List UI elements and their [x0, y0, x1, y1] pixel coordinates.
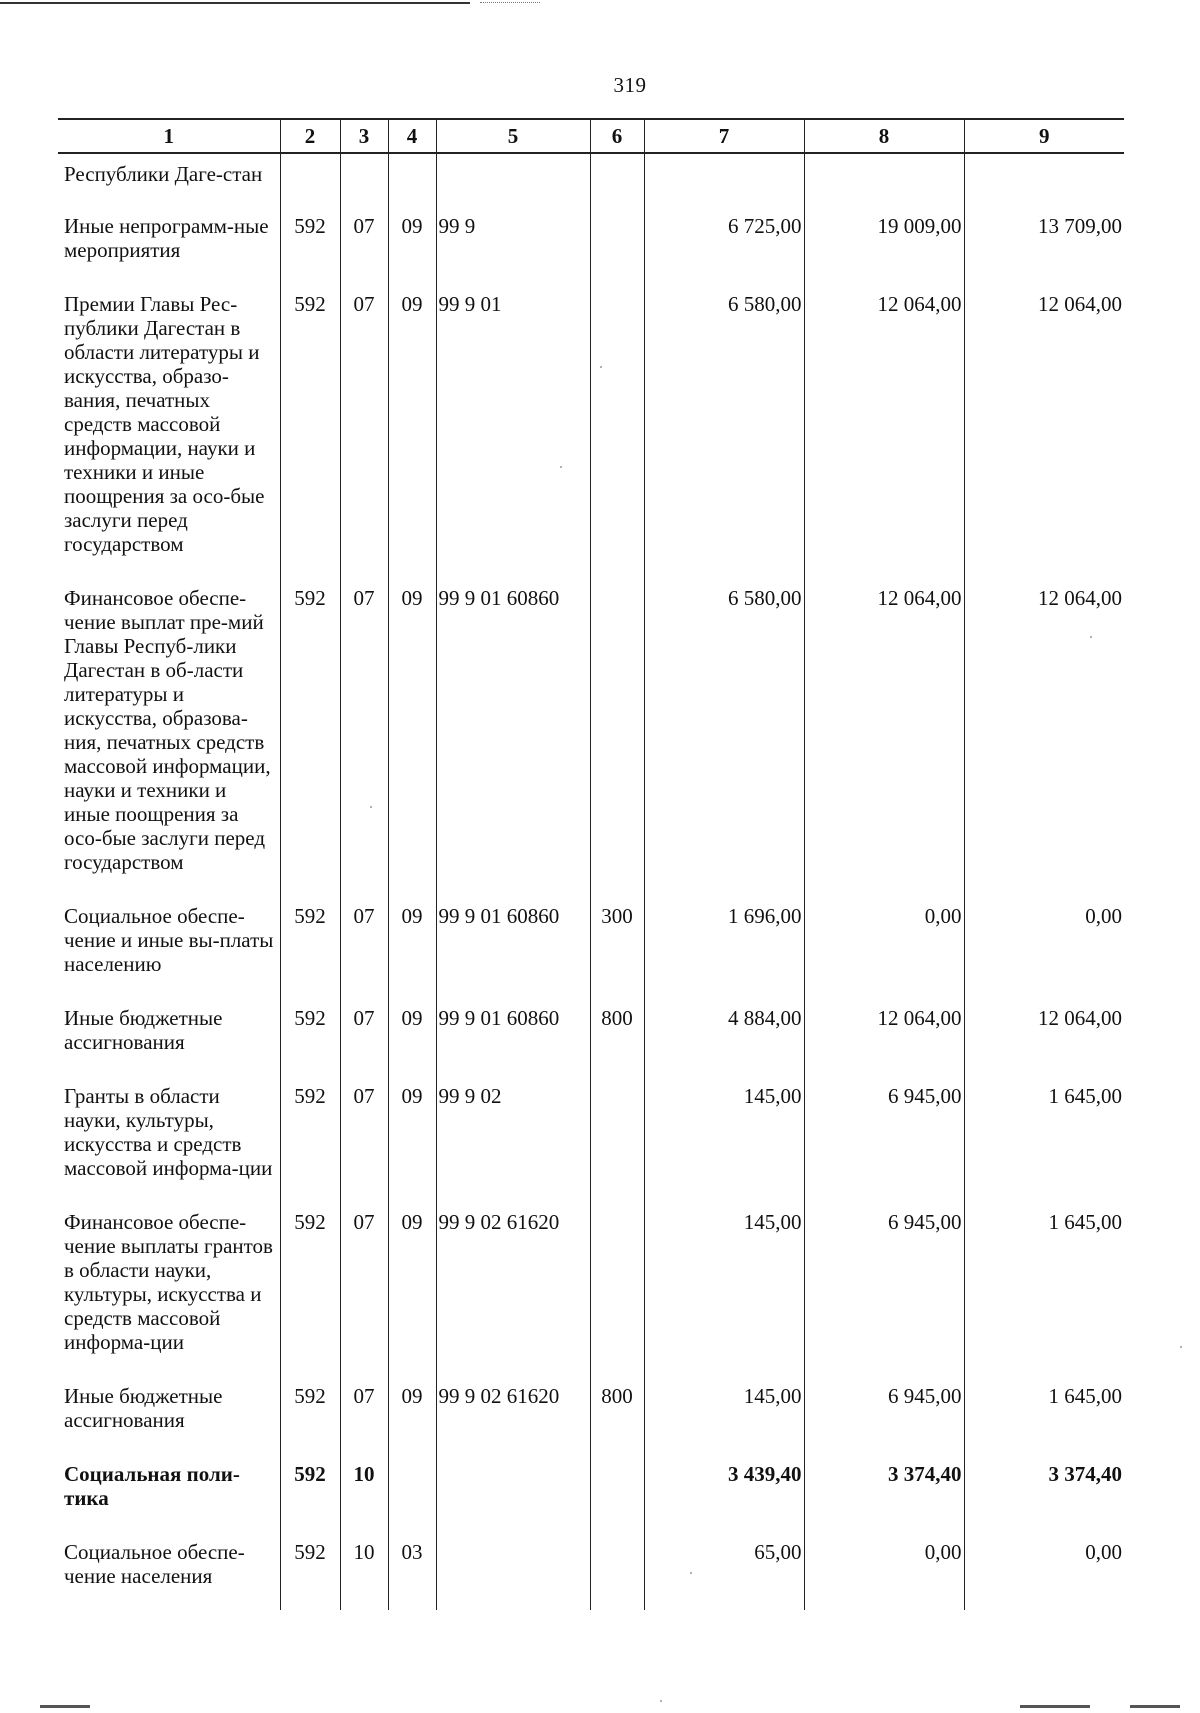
column-header-2: 2: [280, 119, 340, 153]
cell-section: 07: [340, 206, 388, 284]
cell-expense-type: [590, 1532, 644, 1610]
cell-admin-code: [280, 153, 340, 206]
scan-speck: [600, 366, 602, 368]
cell-admin-code: 592: [280, 1454, 340, 1532]
cell-amount-col8: 6 945,00: [804, 1076, 964, 1202]
table-row: [58, 998, 1124, 1076]
cell-section: 07: [340, 998, 388, 1076]
cell-section: 07: [340, 284, 388, 578]
cell-amount-col9: 12 064,00: [964, 998, 1124, 1076]
row-name: Иные непрограмм-ные мероприятия: [64, 214, 269, 262]
column-header-4: 4: [388, 119, 436, 153]
table-header-row: [58, 119, 1124, 153]
cell-subsection: 09: [388, 1376, 436, 1454]
row-name: Финансовое обеспе-чение выплат пре-мий Главы Респуб-лики Дагестан в об-ласти литературы и искусства, образова-ния, печатных средств массовой информации, науки и техники и иные поощрения за осо-бые заслуги перед государством: [64, 586, 271, 874]
cell-section: 07: [340, 1376, 388, 1454]
table-row: [58, 206, 1124, 284]
cell-amount-col9: [964, 153, 1124, 206]
cell-subsection: 09: [388, 1076, 436, 1202]
cell-target-article: [436, 1532, 590, 1610]
cell-section: 07: [340, 1076, 388, 1202]
cell-expense-type: [590, 153, 644, 206]
cell-amount-col7: 65,00: [644, 1532, 804, 1610]
cell-section: 07: [340, 896, 388, 998]
row-name: Иные бюджетные ассигнования: [64, 1006, 223, 1054]
row-name: Премии Главы Рес-публики Дагестан в области литературы и искусства, образо-вания, печатных средств массовой информации, науки и техники и иные поощрения за осо-бые заслуги перед государством: [64, 292, 265, 556]
cell-admin-code: 592: [280, 896, 340, 998]
cell-amount-col7: 145,00: [644, 1202, 804, 1376]
cell-amount-col8: [804, 153, 964, 206]
cell-target-article: 99 9 01 60860: [436, 896, 590, 998]
cell-amount-col7: 6 580,00: [644, 578, 804, 896]
page-number: 319: [613, 73, 647, 97]
cell-amount-col8: 6 945,00: [804, 1202, 964, 1376]
cell-subsection: 03: [388, 1532, 436, 1610]
scan-edge-mark: [1130, 1705, 1180, 1708]
table-row: [58, 1076, 1124, 1202]
cell-admin-code: 592: [280, 1202, 340, 1376]
table-row: [58, 1202, 1124, 1376]
row-name: Республики Даге-стан: [64, 162, 263, 186]
cell-amount-col8: 3 374,40: [804, 1454, 964, 1532]
row-name: Гранты в области науки, культуры, искусства и средств массовой информа-ции: [64, 1084, 273, 1180]
row-name: Финансовое обеспе-чение выплаты грантов в области науки, культуры, искусства и средств массовой информа-ции: [64, 1210, 273, 1354]
row-name: Социальная поли-тика: [64, 1462, 240, 1510]
cell-amount-col9: 12 064,00: [964, 578, 1124, 896]
cell-expense-type: 800: [590, 1376, 644, 1454]
column-header-7: 7: [644, 119, 804, 153]
cell-amount-col8: 19 009,00: [804, 206, 964, 284]
scan-edge-mark: [1020, 1705, 1090, 1708]
cell-amount-col8: 12 064,00: [804, 578, 964, 896]
cell-admin-code: 592: [280, 206, 340, 284]
cell-target-article: 99 9 01 60860: [436, 578, 590, 896]
cell-target-article: 99 9 01: [436, 284, 590, 578]
cell-expense-type: 800: [590, 998, 644, 1076]
cell-amount-col8: 12 064,00: [804, 284, 964, 578]
cell-amount-col7: 6 580,00: [644, 284, 804, 578]
cell-target-article: [436, 153, 590, 206]
cell-expense-type: [590, 578, 644, 896]
cell-admin-code: 592: [280, 1376, 340, 1454]
cell-section: 07: [340, 1202, 388, 1376]
cell-target-article: 99 9 02 61620: [436, 1376, 590, 1454]
cell-amount-col9: 1 645,00: [964, 1076, 1124, 1202]
cell-amount-col9: 0,00: [964, 1532, 1124, 1610]
cell-subsection: 09: [388, 206, 436, 284]
cell-section: 10: [340, 1532, 388, 1610]
table-row: [58, 153, 1124, 206]
cell-expense-type: [590, 284, 644, 578]
cell-section: [340, 153, 388, 206]
cell-section: 07: [340, 578, 388, 896]
cell-expense-type: 300: [590, 896, 644, 998]
cell-target-article: [436, 1454, 590, 1532]
cell-amount-col9: 1 645,00: [964, 1202, 1124, 1376]
cell-amount-col9: 13 709,00: [964, 206, 1124, 284]
row-name: Социальное обеспе-чение населения: [64, 1540, 245, 1588]
table-row-section-total: [58, 1454, 1124, 1532]
column-header-3: 3: [340, 119, 388, 153]
bottom-scan-edge: [20, 1700, 1180, 1713]
cell-amount-col8: 12 064,00: [804, 998, 964, 1076]
cell-expense-type: [590, 1454, 644, 1532]
cell-amount-col9: 3 374,40: [964, 1454, 1124, 1532]
cell-amount-col7: 1 696,00: [644, 896, 804, 998]
scan-speck: [1180, 1346, 1182, 1348]
column-header-8: 8: [804, 119, 964, 153]
cell-admin-code: 592: [280, 578, 340, 896]
cell-subsection: 09: [388, 1202, 436, 1376]
table-row: [58, 896, 1124, 998]
row-name: Иные бюджетные ассигнования: [64, 1384, 223, 1432]
cell-target-article: 99 9: [436, 206, 590, 284]
column-header-1: 1: [58, 119, 280, 153]
top-scan-rule: [0, 2, 470, 4]
scan-speck: [1090, 636, 1092, 638]
scan-edge-mark: [40, 1705, 90, 1708]
cell-amount-col7: 3 439,40: [644, 1454, 804, 1532]
top-scan-rule-dotted: [480, 2, 540, 3]
cell-target-article: 99 9 01 60860: [436, 998, 590, 1076]
cell-admin-code: 592: [280, 998, 340, 1076]
scan-speck: [370, 806, 372, 808]
cell-amount-col9: 0,00: [964, 896, 1124, 998]
table-row: [58, 1532, 1124, 1610]
cell-admin-code: 592: [280, 1532, 340, 1610]
cell-admin-code: 592: [280, 284, 340, 578]
cell-amount-col7: [644, 153, 804, 206]
cell-amount-col9: 1 645,00: [964, 1376, 1124, 1454]
cell-section: 10: [340, 1454, 388, 1532]
cell-amount-col8: 0,00: [804, 1532, 964, 1610]
cell-target-article: 99 9 02: [436, 1076, 590, 1202]
cell-subsection: 09: [388, 896, 436, 998]
table-row: [58, 578, 1124, 896]
row-name: Социальное обеспе-чение и иные вы-платы населению: [64, 904, 274, 976]
cell-expense-type: [590, 1076, 644, 1202]
cell-expense-type: [590, 1202, 644, 1376]
cell-subsection: 09: [388, 578, 436, 896]
cell-expense-type: [590, 206, 644, 284]
budget-table: [58, 118, 1124, 1610]
scan-speck: [560, 466, 562, 468]
scan-speck: [690, 1572, 692, 1574]
cell-amount-col7: 145,00: [644, 1376, 804, 1454]
cell-amount-col8: 0,00: [804, 896, 964, 998]
cell-amount-col9: 12 064,00: [964, 284, 1124, 578]
cell-target-article: 99 9 02 61620: [436, 1202, 590, 1376]
cell-amount-col8: 6 945,00: [804, 1376, 964, 1454]
cell-amount-col7: 145,00: [644, 1076, 804, 1202]
column-header-6: 6: [590, 119, 644, 153]
column-header-5: 5: [436, 119, 590, 153]
column-header-9: 9: [964, 119, 1124, 153]
cell-subsection: 09: [388, 284, 436, 578]
cell-amount-col7: 4 884,00: [644, 998, 804, 1076]
table-row: [58, 1376, 1124, 1454]
cell-subsection: [388, 1454, 436, 1532]
cell-subsection: [388, 153, 436, 206]
cell-admin-code: 592: [280, 1076, 340, 1202]
cell-amount-col7: 6 725,00: [644, 206, 804, 284]
table-row: [58, 284, 1124, 578]
cell-subsection: 09: [388, 998, 436, 1076]
